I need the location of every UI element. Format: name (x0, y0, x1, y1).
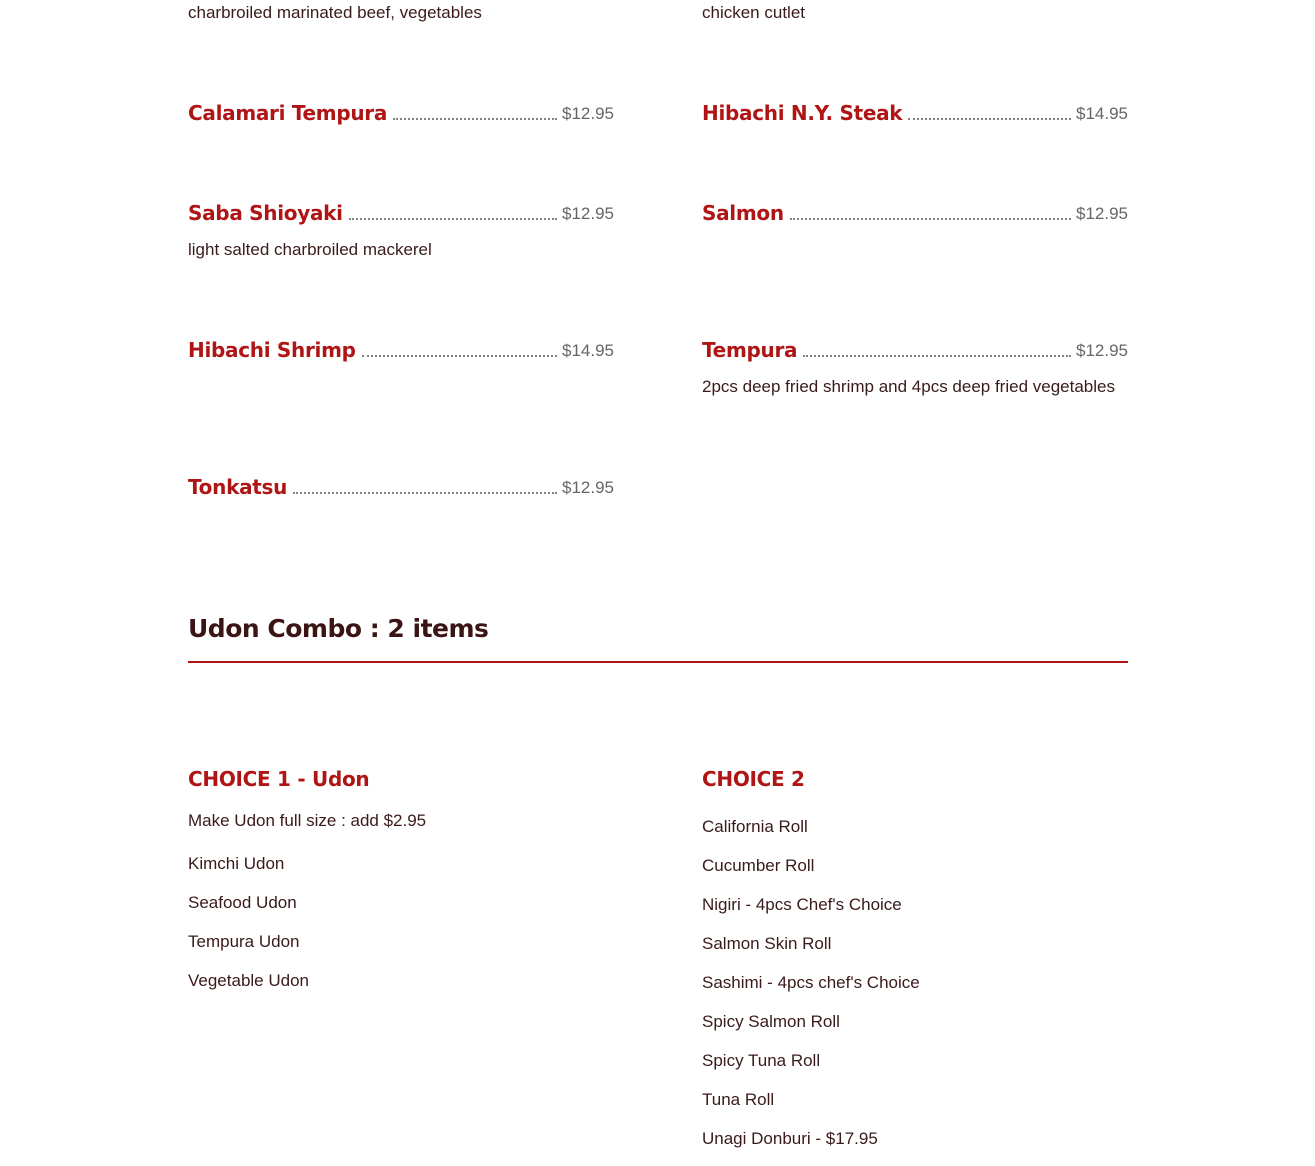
choice-2-option: Unagi Donburi - $17.95 (702, 1129, 878, 1148)
choice-1-option: Vegetable Udon (188, 971, 309, 990)
choice-2-option: Nigiri - 4pcs Chef's Choice (702, 895, 902, 914)
choice-1-note: Make Udon full size : add $2.95 (188, 811, 427, 830)
choice-1-option: Seafood Udon (188, 893, 297, 912)
dot-leader (803, 355, 1071, 357)
menu-item-price: $12.95 (562, 204, 614, 223)
item-description: light salted charbroiled mackerel (188, 240, 432, 259)
menu-item-price: $14.95 (562, 341, 614, 360)
menu-item-name: Salmon (702, 201, 784, 225)
choice-1-option: Kimchi Udon (188, 854, 285, 873)
menu-item-calamari-tempura (188, 95, 614, 125)
section-title: Udon Combo : 2 items (188, 614, 489, 643)
dot-leader (362, 355, 557, 357)
menu-item-hibachi-ny-steak (702, 95, 1128, 125)
dot-leader (393, 118, 557, 120)
item-description: charbroiled marinated beef, vegetables (188, 3, 482, 22)
choice-2-option: Cucumber Roll (702, 856, 815, 875)
choice-2-option: California Roll (702, 817, 808, 836)
item-description: chicken cutlet (702, 3, 805, 22)
menu-item-price: $12.95 (562, 478, 614, 497)
menu-item-name: Hibachi Shrimp (188, 338, 356, 362)
dot-leader (908, 118, 1071, 120)
choice-2-heading: CHOICE 2 (702, 767, 805, 791)
section-divider (188, 661, 1128, 663)
menu-item-price: $12.95 (562, 104, 614, 123)
menu-item-hibachi-shrimp (188, 332, 614, 362)
menu-item-name: Saba Shioyaki (188, 201, 343, 225)
choice-2-option: Tuna Roll (702, 1090, 775, 1109)
menu-item-tonkatsu (188, 469, 614, 499)
menu-item-name: Tempura (702, 338, 798, 362)
choice-2-option: Sashimi - 4pcs chef's Choice (702, 973, 920, 992)
dot-leader (349, 218, 557, 220)
choice-1-heading: CHOICE 1 - Udon (188, 767, 370, 791)
menu-item-salmon (702, 195, 1128, 225)
menu-item-tempura (702, 332, 1128, 362)
menu-item-price: $12.95 (1076, 204, 1128, 223)
dot-leader (293, 492, 557, 494)
choice-2-option: Spicy Salmon Roll (702, 1012, 840, 1031)
item-description: 2pcs deep fried shrimp and 4pcs deep fried vegetables (702, 377, 1115, 396)
menu-item-saba-shioyaki (188, 195, 614, 225)
menu-item-name: Calamari Tempura (188, 101, 388, 125)
menu-item-price: $14.95 (1076, 104, 1128, 123)
choice-1-option: Tempura Udon (188, 932, 300, 951)
choice-2-option: Salmon Skin Roll (702, 934, 832, 953)
menu-item-name: Hibachi N.Y. Steak (702, 101, 903, 125)
dot-leader (790, 218, 1071, 220)
menu-item-price: $12.95 (1076, 341, 1128, 360)
choice-2-option: Spicy Tuna Roll (702, 1051, 821, 1070)
menu-item-name: Tonkatsu (188, 475, 288, 499)
